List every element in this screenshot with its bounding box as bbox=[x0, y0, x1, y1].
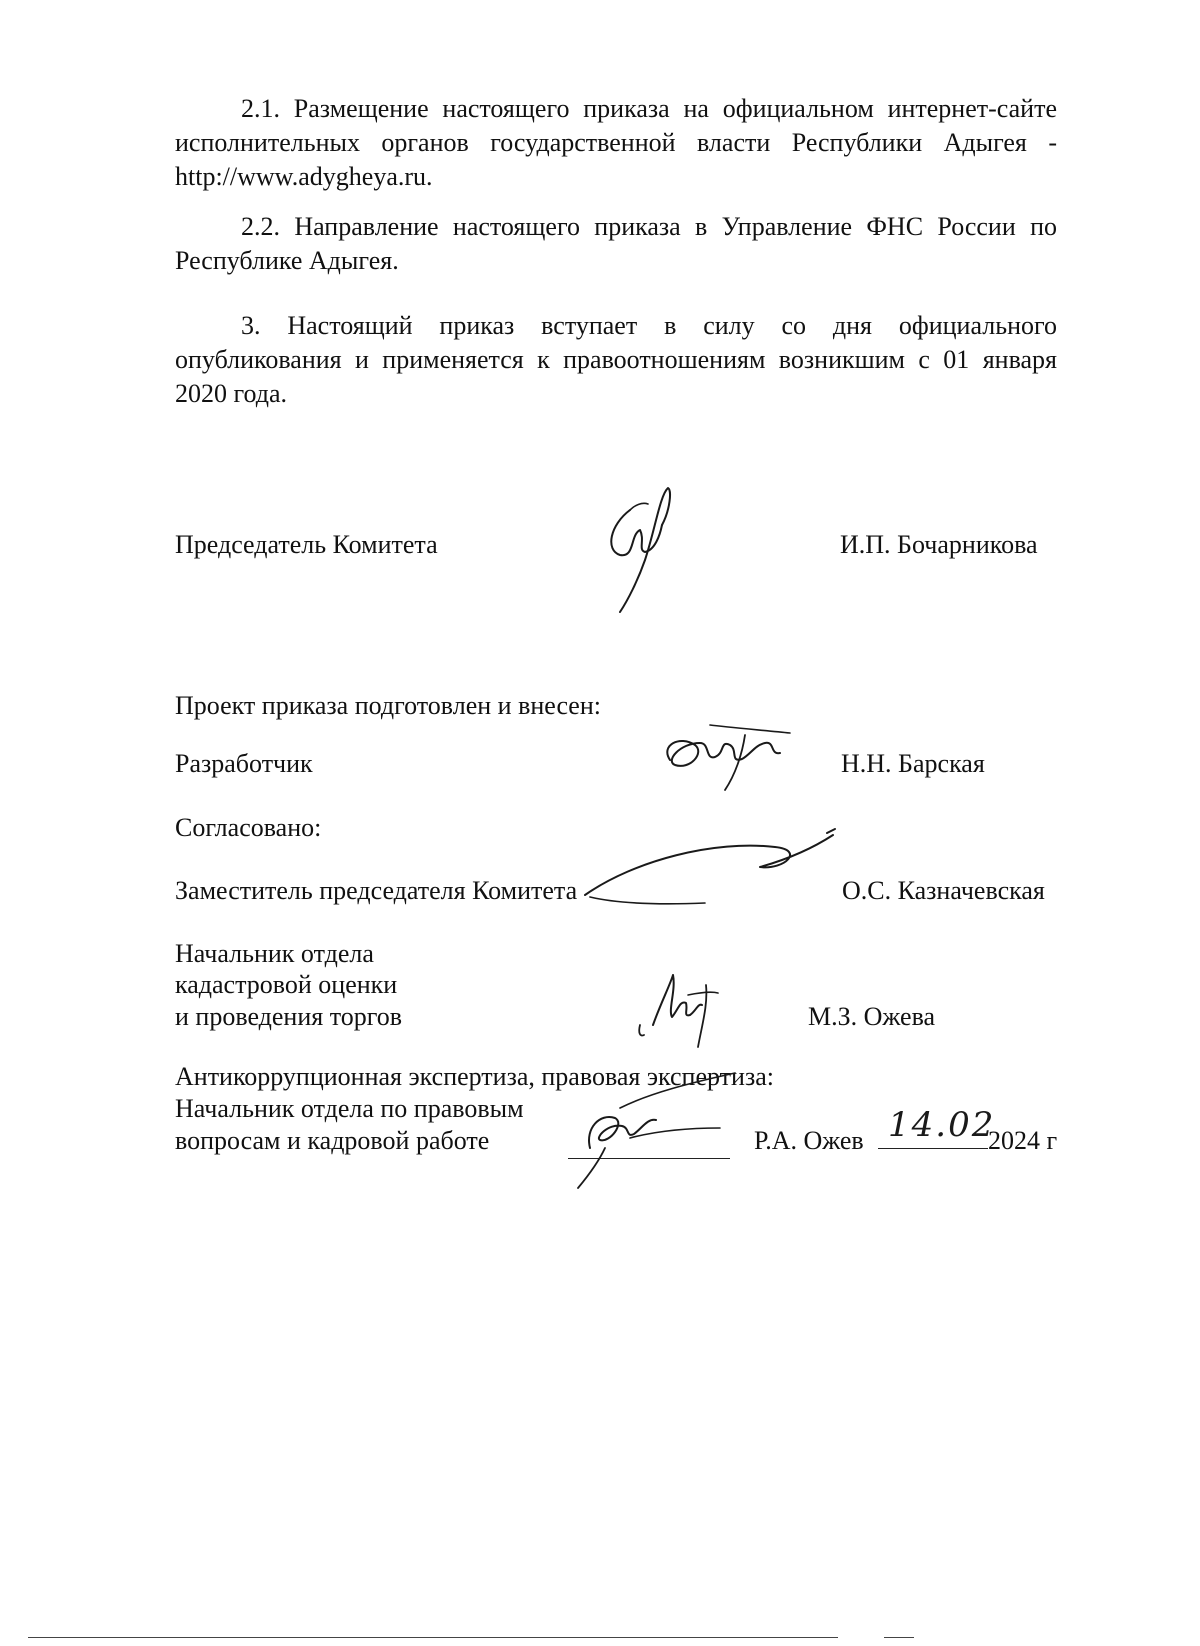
date-suffix: 2024 г bbox=[988, 1126, 1058, 1155]
chairman-signature bbox=[600, 480, 690, 620]
page-bottom-rule bbox=[28, 1637, 838, 1638]
deputy-title: Заместитель председателя Комитета bbox=[175, 876, 578, 905]
head-title-line-1: Начальник отдела bbox=[175, 939, 374, 968]
paragraph-3: 3. Настоящий приказ вступает в силу со дня официального опубликования и применяется к правоотношениям возникшим с 01 января 2020 года. bbox=[175, 311, 1057, 408]
chairman-title: Председатель Комитета bbox=[175, 530, 438, 559]
chairman-name: И.П. Бочарникова bbox=[840, 530, 1038, 559]
head-title-line-2: кадастровой оценки bbox=[175, 970, 398, 999]
handwritten-date: 14.02 bbox=[888, 1105, 996, 1145]
expertise-title-line-1: Начальник отдела по правовым bbox=[175, 1094, 524, 1123]
page-bottom-rule-short bbox=[884, 1637, 914, 1638]
deputy-name: О.С. Казначевская bbox=[842, 876, 1045, 905]
paragraph-2-2: 2.2. Направление настоящего приказа в Управление ФНС России по Республике Адыгея. bbox=[175, 212, 1057, 275]
head-name: М.З. Ожева bbox=[808, 1002, 936, 1031]
developer-signature bbox=[650, 715, 800, 795]
expertise-name: Р.А. Ожев bbox=[754, 1126, 864, 1155]
expertise-title-line-2: вопросам и кадровой работе bbox=[175, 1126, 490, 1155]
expertise-signature bbox=[560, 1068, 760, 1193]
paragraph-2-1: 2.1. Размещение настоящего приказа на официальном интернет-сайте исполнительных органов государственной власти Республики Адыгея - http://www.adygheya.ru. bbox=[175, 94, 1057, 191]
agreed-heading: Согласовано: bbox=[175, 813, 322, 842]
developer-title: Разработчик bbox=[175, 749, 313, 778]
project-heading: Проект приказа подготовлен и внесен: bbox=[175, 691, 601, 720]
developer-name: Н.Н. Барская bbox=[841, 749, 985, 778]
deputy-signature bbox=[575, 825, 845, 925]
head-signature bbox=[628, 955, 738, 1055]
head-title-line-3: и проведения торгов bbox=[175, 1002, 403, 1031]
expertise-heading: Антикоррупционная экспертиза, правовая экспертиза: bbox=[175, 1062, 774, 1091]
